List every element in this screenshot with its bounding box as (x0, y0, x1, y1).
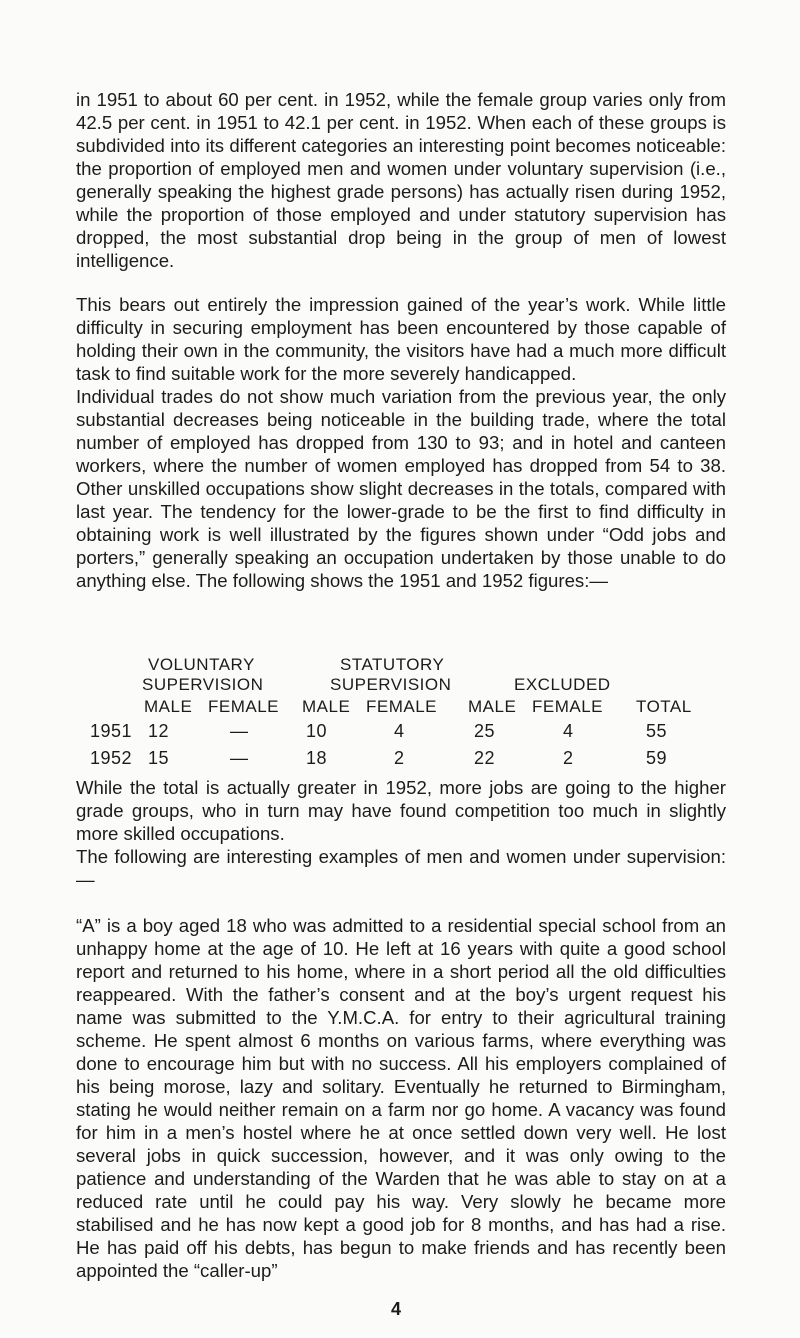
row-year: 1951 (90, 721, 133, 741)
page-number: 4 (391, 1299, 402, 1319)
cell-vol-male: 12 (148, 721, 170, 741)
paragraph-total-comment: While the total is actually greater in 1952, more jobs are going to the higher grade groups, who in turn may have found competition too much in slightly more skilled occupations. (76, 777, 726, 844)
col-stat-male: MALE (302, 697, 351, 716)
col-stat-female: FEMALE (366, 697, 438, 716)
cell-vol-female: — (230, 748, 249, 768)
paragraph-employment-proportions: in 1951 to about 60 per cent. in 1952, while the female group varies only from 42.5 per cent. in 1951 to 42.1 per cent. in 1952. When each of these groups is subdivided into its different categories an interesting point becomes noticeable: the proportion of employed men and women under voluntary supervision (i.e., generally speaking the highest grade persons) has actually risen during 1952, while the proportion of those employed and under statutory supervision has dropped, the most substantial drop being in the group of men of lowest intelligence. (76, 89, 726, 271)
cell-vol-male: 15 (148, 748, 170, 768)
cell-exc-female: 2 (563, 748, 574, 768)
cell-stat-male: 18 (306, 748, 328, 768)
col-vol-female: FEMALE (208, 697, 280, 716)
header-voluntary-supervision: SUPERVISION (142, 675, 264, 694)
cell-total: 59 (646, 748, 668, 768)
paragraph-individual-trades: Individual trades do not show much variation from the previous year, the only substantial decreases being noticeable in the building trade, where the total number of employed has dropped from 130 to 93; and in hotel and canteen workers, where the number of women employed has dropped from 54 to 38. Other unskilled occupations show slight decreases in the totals, compared with last year. The tendency for the lower-grade to be the first to find difficulty in obtaining work is well illustrated by the figures shown under “Odd jobs and porters,” generally speaking an occupation undertaken by those unable to do anything else. The following shows the 1951 and 1952 figures:— (76, 386, 726, 591)
cell-exc-female: 4 (563, 721, 574, 741)
cell-total: 55 (646, 721, 668, 741)
cell-stat-female: 2 (394, 748, 405, 768)
cell-exc-male: 22 (474, 748, 496, 768)
col-exc-female: FEMALE (532, 697, 604, 716)
header-statutory: STATUTORY (340, 655, 445, 674)
paragraph-examples-intro: The following are interesting examples of men and women under supervision:— (76, 846, 726, 890)
col-exc-male: MALE (468, 697, 517, 716)
row-year: 1952 (90, 748, 133, 768)
paragraph-impression: This bears out entirely the impression gained of the year’s work. While little difficulty in securing employment has been encountered by those capable of holding their own in the community, the visitors have had a much more difficult task to find suitable work for the more severely handicapped. (76, 294, 726, 384)
paragraph-case-a: “A” is a boy aged 18 who was admitted to a residential special school from an unhappy home at the age of 10. He left at 16 years with quite a good school report and returned to his home, where in a short period all the old difficulties reappeared. With the father’s consent and at the boy’s urgent request his name was submitted to the Y.M.C.A. for entry to their agricultural training scheme. He spent almost 6 months on various farms, where everything was done to encourage him but with no success. All his employers complained of his being morose, lazy and solitary. Eventually he returned to Birmingham, stating he would neither remain on a farm nor go home. A vacancy was found for him in a men’s hostel where he at once settled down very well. He lost several jobs in quick succession, however, and it was only owing to the patience and understanding of the Warden that he was able to stay on at a reduced rate until he could pay his way. Very slowly he became more stabilised and he has now kept a good job for 8 months, and has had a rise. He has paid off his debts, has begun to make friends and has recently been appointed the “caller-up” (76, 915, 726, 1281)
cell-stat-male: 10 (306, 721, 328, 741)
cell-vol-female: — (230, 721, 249, 741)
cell-stat-female: 4 (394, 721, 405, 741)
header-excluded: EXCLUDED (514, 675, 611, 694)
cell-exc-male: 25 (474, 721, 496, 741)
header-statutory-supervision: SUPERVISION (330, 675, 452, 694)
col-vol-male: MALE (144, 697, 193, 716)
header-voluntary: VOLUNTARY (148, 655, 255, 674)
col-total: TOTAL (636, 697, 692, 716)
